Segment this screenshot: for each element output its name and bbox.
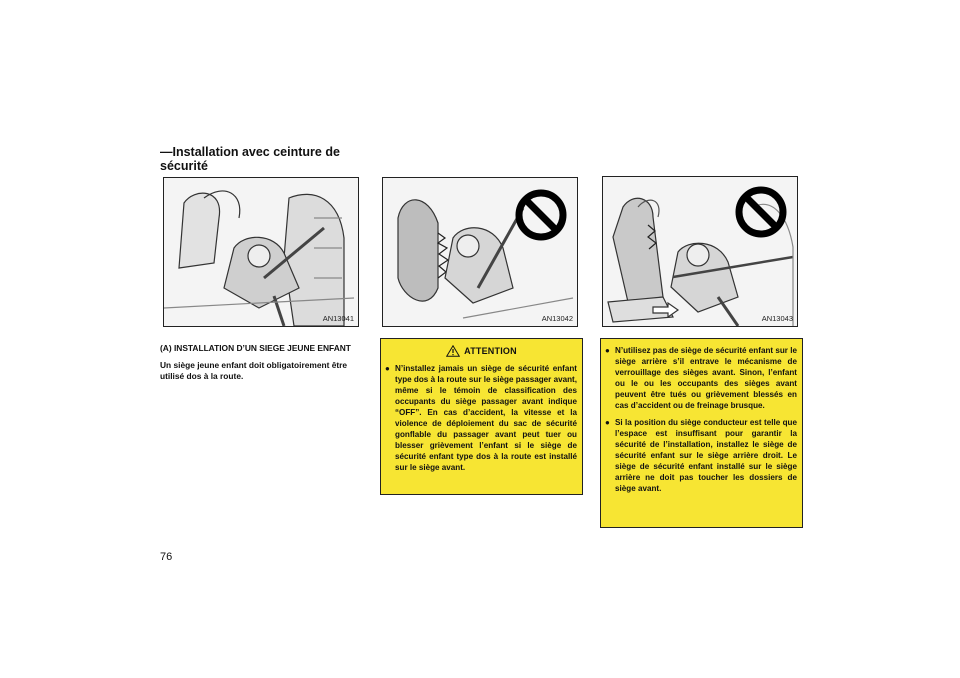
figure-code: AN13041: [322, 314, 354, 323]
warning-item-text: N’utilisez pas de siège de sécurité enfant sur le siège arrière s’il entrave le mécanisme de verrouillage des sièges avant. Sinon, l’enfant ou le ou les occupants des sièges avant peuvent être tués ou grièvement blessés en cas d’accident ou de freinage brusque.: [615, 346, 797, 410]
figure-code: AN13042: [541, 314, 573, 323]
car-seat-illustration: [164, 178, 358, 326]
warning-box: [600, 338, 803, 528]
figure-airbag-prohibited: [382, 177, 578, 327]
bullet-icon: ●: [605, 418, 610, 427]
page-number: 76: [160, 551, 173, 563]
prohibition-icon: [515, 189, 567, 241]
warning-triangle-icon: [446, 345, 460, 357]
attention-box: [380, 338, 583, 495]
section-title: —Installation avec ceinture de sécurité: [160, 145, 340, 173]
bullet-icon: ●: [385, 364, 390, 373]
figure-code: AN13043: [761, 314, 793, 323]
figure-caption: [160, 343, 363, 382]
bullet-icon: ●: [605, 346, 610, 355]
figure-rear-seat-prohibited: [602, 176, 798, 327]
warning-item: [605, 417, 797, 494]
warning-item: [605, 345, 797, 411]
attention-item-text: N’installez jamais un siège de sécurité enfant type dos à la route sur le siège passager avant, même si le témoin de classification des occupants du siège passager avant indique “OFF”. En cas d’accident, la vitesse et la violence de déploiement du sac de sécurité gonflable du passager avant peut tuer ou blesser grièvement l’enfant si le siège de sécurité enfant type dos à la route est installé sur le siège avant.: [395, 364, 577, 472]
caption-label: (A) INSTALLATION D’UN SIEGE JEUNE ENFANT: [160, 343, 351, 353]
caption-body: Un siège jeune enfant doit obligatoirement être utilisé dos à la route.: [160, 360, 348, 381]
figure-forward-seat: [163, 177, 359, 327]
warning-item-text: Si la position du siège conducteur est telle que l’espace est insuffisant pour garantir la sécurité de l’installation, installez le siège de sécurité enfant sur le siège arrière droit. Le siège de sécurité enfant installé sur le siège arrière ne doit pas toucher les dossiers de siège avant.: [615, 418, 797, 493]
attention-title: ATTENTION: [464, 345, 517, 356]
attention-item: [385, 363, 577, 473]
attention-header: [381, 345, 582, 357]
prohibition-icon: [735, 186, 787, 238]
